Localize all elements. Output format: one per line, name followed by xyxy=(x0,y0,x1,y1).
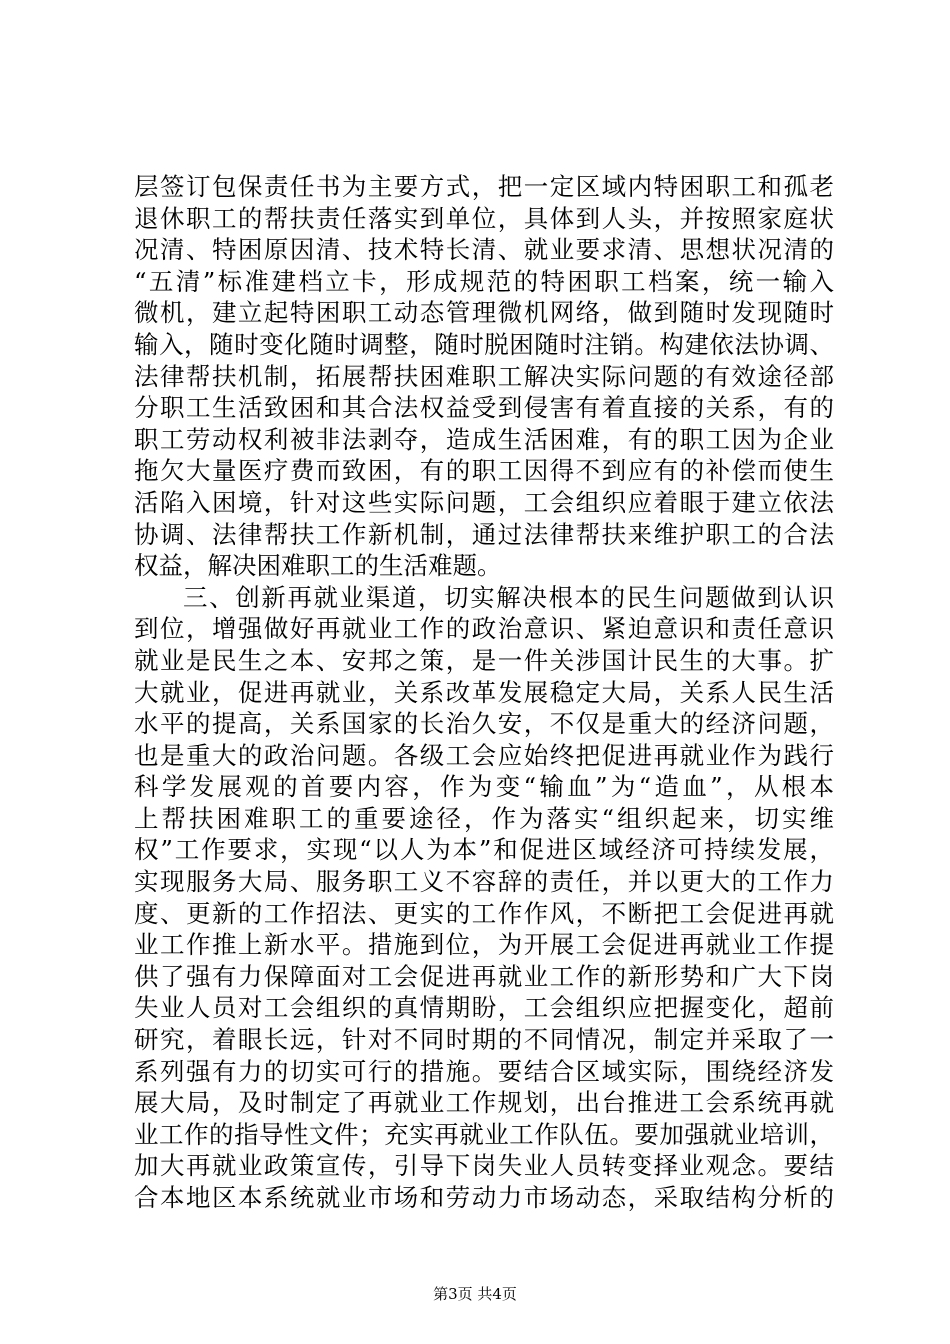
text-line: 加大再就业政策宣传，引导下岗失业人员转变择业观念。要结 xyxy=(134,1151,834,1181)
page-footer xyxy=(0,1284,950,1304)
text-line: 业工作的指导性文件；充实再就业工作队伍。要加强就业培训， xyxy=(134,1119,834,1149)
text-line: 也是重大的政治问题。各级工会应始终把促进再就业作为践行 xyxy=(134,740,834,770)
text-line: 供了强有力保障面对工会促进再就业工作的新形势和广大下岗 xyxy=(134,961,834,991)
text-line: 度、更新的工作招法、更实的工作作风，不断把工会促进再就 xyxy=(134,898,834,928)
text-line: 研究，着眼长远，针对不同时期的不同情况，制定并采取了一 xyxy=(134,1025,834,1055)
text-line: 到位，增强做好再就业工作的政治意识、紧迫意识和责任意识 xyxy=(134,614,834,644)
text-line: 权”工作要求，实现“以人为本”和促进区域经济可持续发展， xyxy=(134,835,834,865)
text-line: 失业人员对工会组织的真情期盼，工会组织应把握变化，超前 xyxy=(134,993,834,1023)
text-line: 实现服务大局、服务职工义不容辞的责任，并以更大的工作力 xyxy=(134,867,834,897)
text-line: 退休职工的帮扶责任落实到单位，具体到人头，并按照家庭状 xyxy=(134,203,834,233)
page-number-label: 第3页 共4页 xyxy=(433,1285,517,1303)
text-line: 系列强有力的切实可行的措施。要结合区域实际，围绕经济发 xyxy=(134,1056,834,1086)
text-line: 业工作推上新水平。措施到位，为开展工会促进再就业工作提 xyxy=(134,930,834,960)
text-line: 法律帮扶机制，拓展帮扶困难职工解决实际问题的有效途径部 xyxy=(134,361,834,391)
text-line: 展大局，及时制定了再就业工作规划，出台推进工会系统再就 xyxy=(134,1088,834,1118)
text-line: 权益，解决困难职工的生活难题。 xyxy=(134,551,502,581)
text-line: 水平的提高，关系国家的长治久安，不仅是重大的经济问题， xyxy=(134,709,834,739)
text-line: 层签订包保责任书为主要方式，把一定区域内特困职工和孤老 xyxy=(134,172,834,201)
text-line: “五清”标准建档立卡，形成规范的特困职工档案，统一输入 xyxy=(134,266,834,296)
text-line: 协调、法律帮扶工作新机制，通过法律帮扶来维护职工的合法 xyxy=(134,519,834,549)
text-line: 分职工生活致困和其合法权益受到侵害有着直接的关系，有的 xyxy=(134,393,834,423)
text-line: 输入，随时变化随时调整，随时脱困随时注销。构建依法协调、 xyxy=(134,329,834,359)
section-heading-line: 三、创新再就业渠道，切实解决根本的民生问题做到认识 xyxy=(183,582,834,612)
text-line: 大就业，促进再就业，关系改革发展稳定大局，关系人民生活 xyxy=(134,677,834,707)
text-line: 上帮扶困难职工的重要途径，作为落实“组织起来，切实维 xyxy=(134,803,834,833)
text-line: 就业是民生之本、安邦之策，是一件关涉国计民生的大事。扩 xyxy=(134,645,834,675)
text-line: 合本地区本系统就业市场和劳动力市场动态，采取结构分析的 xyxy=(134,1183,834,1212)
text-line: 职工劳动权利被非法剥夺，造成生活困难，有的职工因为企业 xyxy=(134,424,834,454)
text-line: 微机，建立起特困职工动态管理微机网络，做到随时发现随时 xyxy=(134,298,834,328)
text-line: 拖欠大量医疗费而致困，有的职工因得不到应有的补偿而使生 xyxy=(134,456,834,486)
text-line: 活陷入困境，针对这些实际问题，工会组织应着眼于建立依法 xyxy=(134,487,834,517)
body-text xyxy=(134,171,834,1214)
text-line: 况清、特困原因清、技术特长清、就业要求清、思想状况清的 xyxy=(134,235,834,265)
text-line: 科学发展观的首要内容，作为变“输血”为“造血”，从根本 xyxy=(134,772,834,802)
